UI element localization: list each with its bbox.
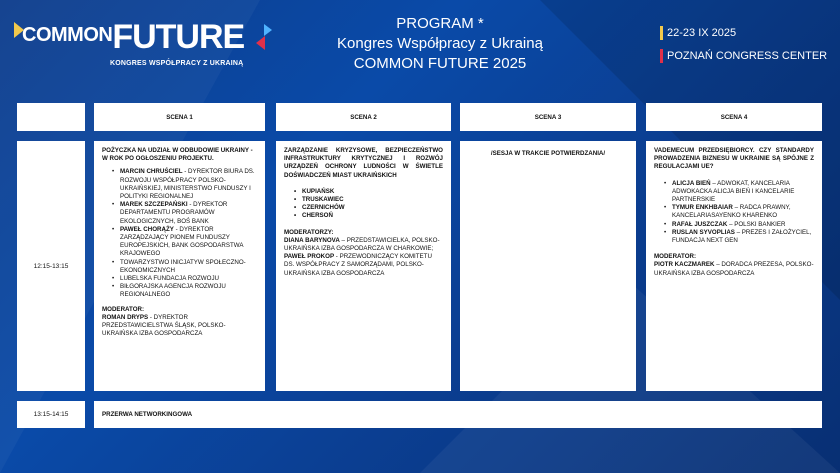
moderator-entry: [654, 261, 814, 277]
session-scena-4: [646, 141, 822, 391]
moderator-role: – DORADCA PREZESA, POLSKO-UKRAIŃSKA IZBA GOSPODARCZA: [654, 261, 814, 277]
speaker-role: – PREZES I ZAŁOŻYCIEL, FUNDACJA NEXT GEN: [672, 228, 812, 245]
speaker-role: – RADCA PRAWNY, KANCELARIASAYENKO KHARENKO: [672, 204, 791, 220]
logo-subtitle: KONGRES WSPÓŁPRACY Z UKRAINĄ: [110, 60, 244, 67]
title-line-3: COMMON FUTURE 2025: [353, 55, 527, 72]
list-item: [112, 275, 257, 283]
list-item: • KUPIAŃSK: [294, 188, 443, 196]
header-scena-3: SCENA 3: [460, 103, 636, 131]
session-scena-1: [94, 141, 265, 391]
header-scena-1: SCENA 1: [94, 103, 265, 131]
session-title: POŻYCZKA NA UDZIAŁ W ODBUDOWIE UKRAINY - W ROK PO OGŁOSZENIU PROJEKTU.: [102, 147, 253, 163]
logo-triangle-red-icon: [256, 36, 265, 50]
session-scena-2: [276, 141, 451, 391]
list-item: [112, 226, 257, 259]
event-logo: [14, 16, 264, 76]
logo-word-common: COMMON: [22, 24, 113, 46]
moderator-name: PIOTR KACZMAREK: [654, 261, 715, 269]
session-scena-3: [460, 141, 636, 391]
speaker-name: MAREK SZCZEPAŃSKI: [120, 201, 188, 209]
speaker-role: – ADWOKAT, KANCELARIA ADWOKACKA ALICJA BIEŃ I KANCELARIE PARTNERSKIE: [672, 179, 795, 204]
moderator-role: - PRZEWODNICZĄCY KOMITETU DS. WSPÓŁPRACY Z SAMORZĄDAMI, POLSKO-UKRAIŃSKA IZBA GOSPODARCZA: [284, 253, 432, 277]
event-venue: POZNAŃ CONGRESS CENTER: [667, 50, 828, 62]
list-item: • CHERSOŃ: [294, 212, 443, 220]
list-item: • TRUSKAWIEC: [294, 196, 443, 204]
break-time-slot: 13:15-14:15: [17, 401, 85, 428]
program-title: [300, 14, 580, 74]
moderator-role: - DYREKTOR PRZEDSTAWICIELSTWA ŚLĄSK, POLSKO-UKRAIŃSKA IZBA GOSPODARCZA: [102, 313, 226, 338]
title-line-2: Kongres Współpracy z Ukrainą: [337, 35, 543, 52]
logo-triangle-blue-icon: [264, 24, 272, 36]
speaker-name: MARCIN CHRUŚCIEL: [120, 168, 183, 176]
city-list: [294, 188, 443, 221]
moderator-role: – PRZEDSTAWICIELKA, POLSKO-UKRAIŃSKA IZBA GOSPODARCZA W CHARKOWIE;: [284, 236, 440, 253]
event-date-row: [660, 26, 827, 40]
header-scena-4: SCENA 4: [646, 103, 822, 131]
moderators-label: MODERATORZY:: [284, 228, 334, 236]
speaker-role: - DYREKTOR DEPARTAMENTU PROGRAMÓW EKOLOGICZNYCH, BOŚ BANK: [120, 201, 228, 225]
time-slot: 12:15-13:15: [17, 141, 85, 391]
speaker-name: ALICJA BIEŃ: [672, 179, 711, 187]
moderator-name: ROMAN DRYPS: [102, 313, 149, 321]
speaker-list: [664, 180, 814, 246]
event-venue-row: [660, 49, 827, 63]
logo-word-future: FUTURE: [112, 18, 245, 56]
list-item: [112, 168, 257, 201]
speaker-role: LUBELSKA FUNDACJA ROZWOJU: [120, 275, 220, 283]
speaker-role: - DYREKTOR ZARZĄDZAJĄCY PIONEM FUNDUSZY EUROPEJSKICH, BANK GOSPODARSTWA KRAJOWEGO: [120, 225, 244, 258]
speaker-role: - DYREKTOR BIURA DS. ROZWOJU WSPÓŁPRACY POLSKO-UKRAIŃSKIEJ, MINISTERSTWO FUNDUSZY I POLITYKI REGIONALNEJ: [120, 168, 255, 201]
list-item: [664, 204, 814, 220]
header-scena-2: SCENA 2: [276, 103, 451, 131]
networking-break: PRZERWA NETWORKINGOWA: [94, 401, 822, 428]
speaker-name: PAWEŁ CHORĄŻY: [120, 225, 174, 233]
moderator-entry: [102, 314, 257, 339]
list-item: [112, 283, 257, 299]
session-title: VADEMECUM PRZEDSIĘBIORCY. CZY STANDARDY PROWADZENIA BIZNESU W UKRAINIE SĄ SPÓJNE Z REGULACJAMI UE?: [654, 147, 814, 171]
moderator-entry: [284, 237, 443, 253]
list-item: [112, 201, 257, 226]
moderator-name: PAWEŁ PROKOP: [284, 253, 335, 261]
list-item: [664, 180, 814, 205]
list-item: [664, 229, 814, 245]
speaker-name: RAFAŁ JUSZCZAK: [672, 220, 728, 228]
list-item: • CZERNICHÓW: [294, 204, 443, 212]
event-date: 22-23 IX 2025: [667, 27, 737, 39]
speaker-name: RUSLAN SYVOPLIAS: [672, 228, 735, 236]
event-info: [660, 26, 827, 72]
speaker-name: TYMUR ENKHBAIAR: [672, 204, 733, 212]
moderator-label: MODERATOR:: [654, 253, 697, 261]
moderator-name: DIANA BARYNOVA: [284, 236, 340, 244]
title-line-1: PROGRAM *: [396, 15, 484, 32]
yellow-bar-icon: [660, 26, 663, 40]
speaker-role: – POLSKI BANKIER: [727, 220, 786, 228]
moderator-label: MODERATOR:: [102, 305, 145, 313]
session-title: ZARZĄDZANIE KRYZYSOWE, BEZPIECZEŃSTWO INFRASTRUKTURY KRYTYCZNEJ I ROZWÓJ URZĄDZEŃ OCHRONY LUDNOŚCI W ŚWIETLE DOŚWIADCZEŃ MIAST UKRAIŃSKICH: [284, 147, 443, 179]
moderator-entry: [284, 253, 443, 278]
speaker-list: [112, 168, 257, 299]
speaker-role: BIŁGORAJSKA AGENCJA ROZWOJU REGIONALNEGO: [120, 283, 226, 299]
list-item: [664, 221, 814, 229]
session-status: /SESJA W TRAKCIE POTWIERDZANIA/: [490, 150, 606, 157]
speaker-role: TOWARZYSTWO INICJATYW SPOŁECZNO-EKONOMICZNYCH: [120, 258, 246, 274]
header-time-cell: [17, 103, 85, 131]
list-item: [112, 259, 257, 275]
red-bar-icon: [660, 49, 663, 63]
